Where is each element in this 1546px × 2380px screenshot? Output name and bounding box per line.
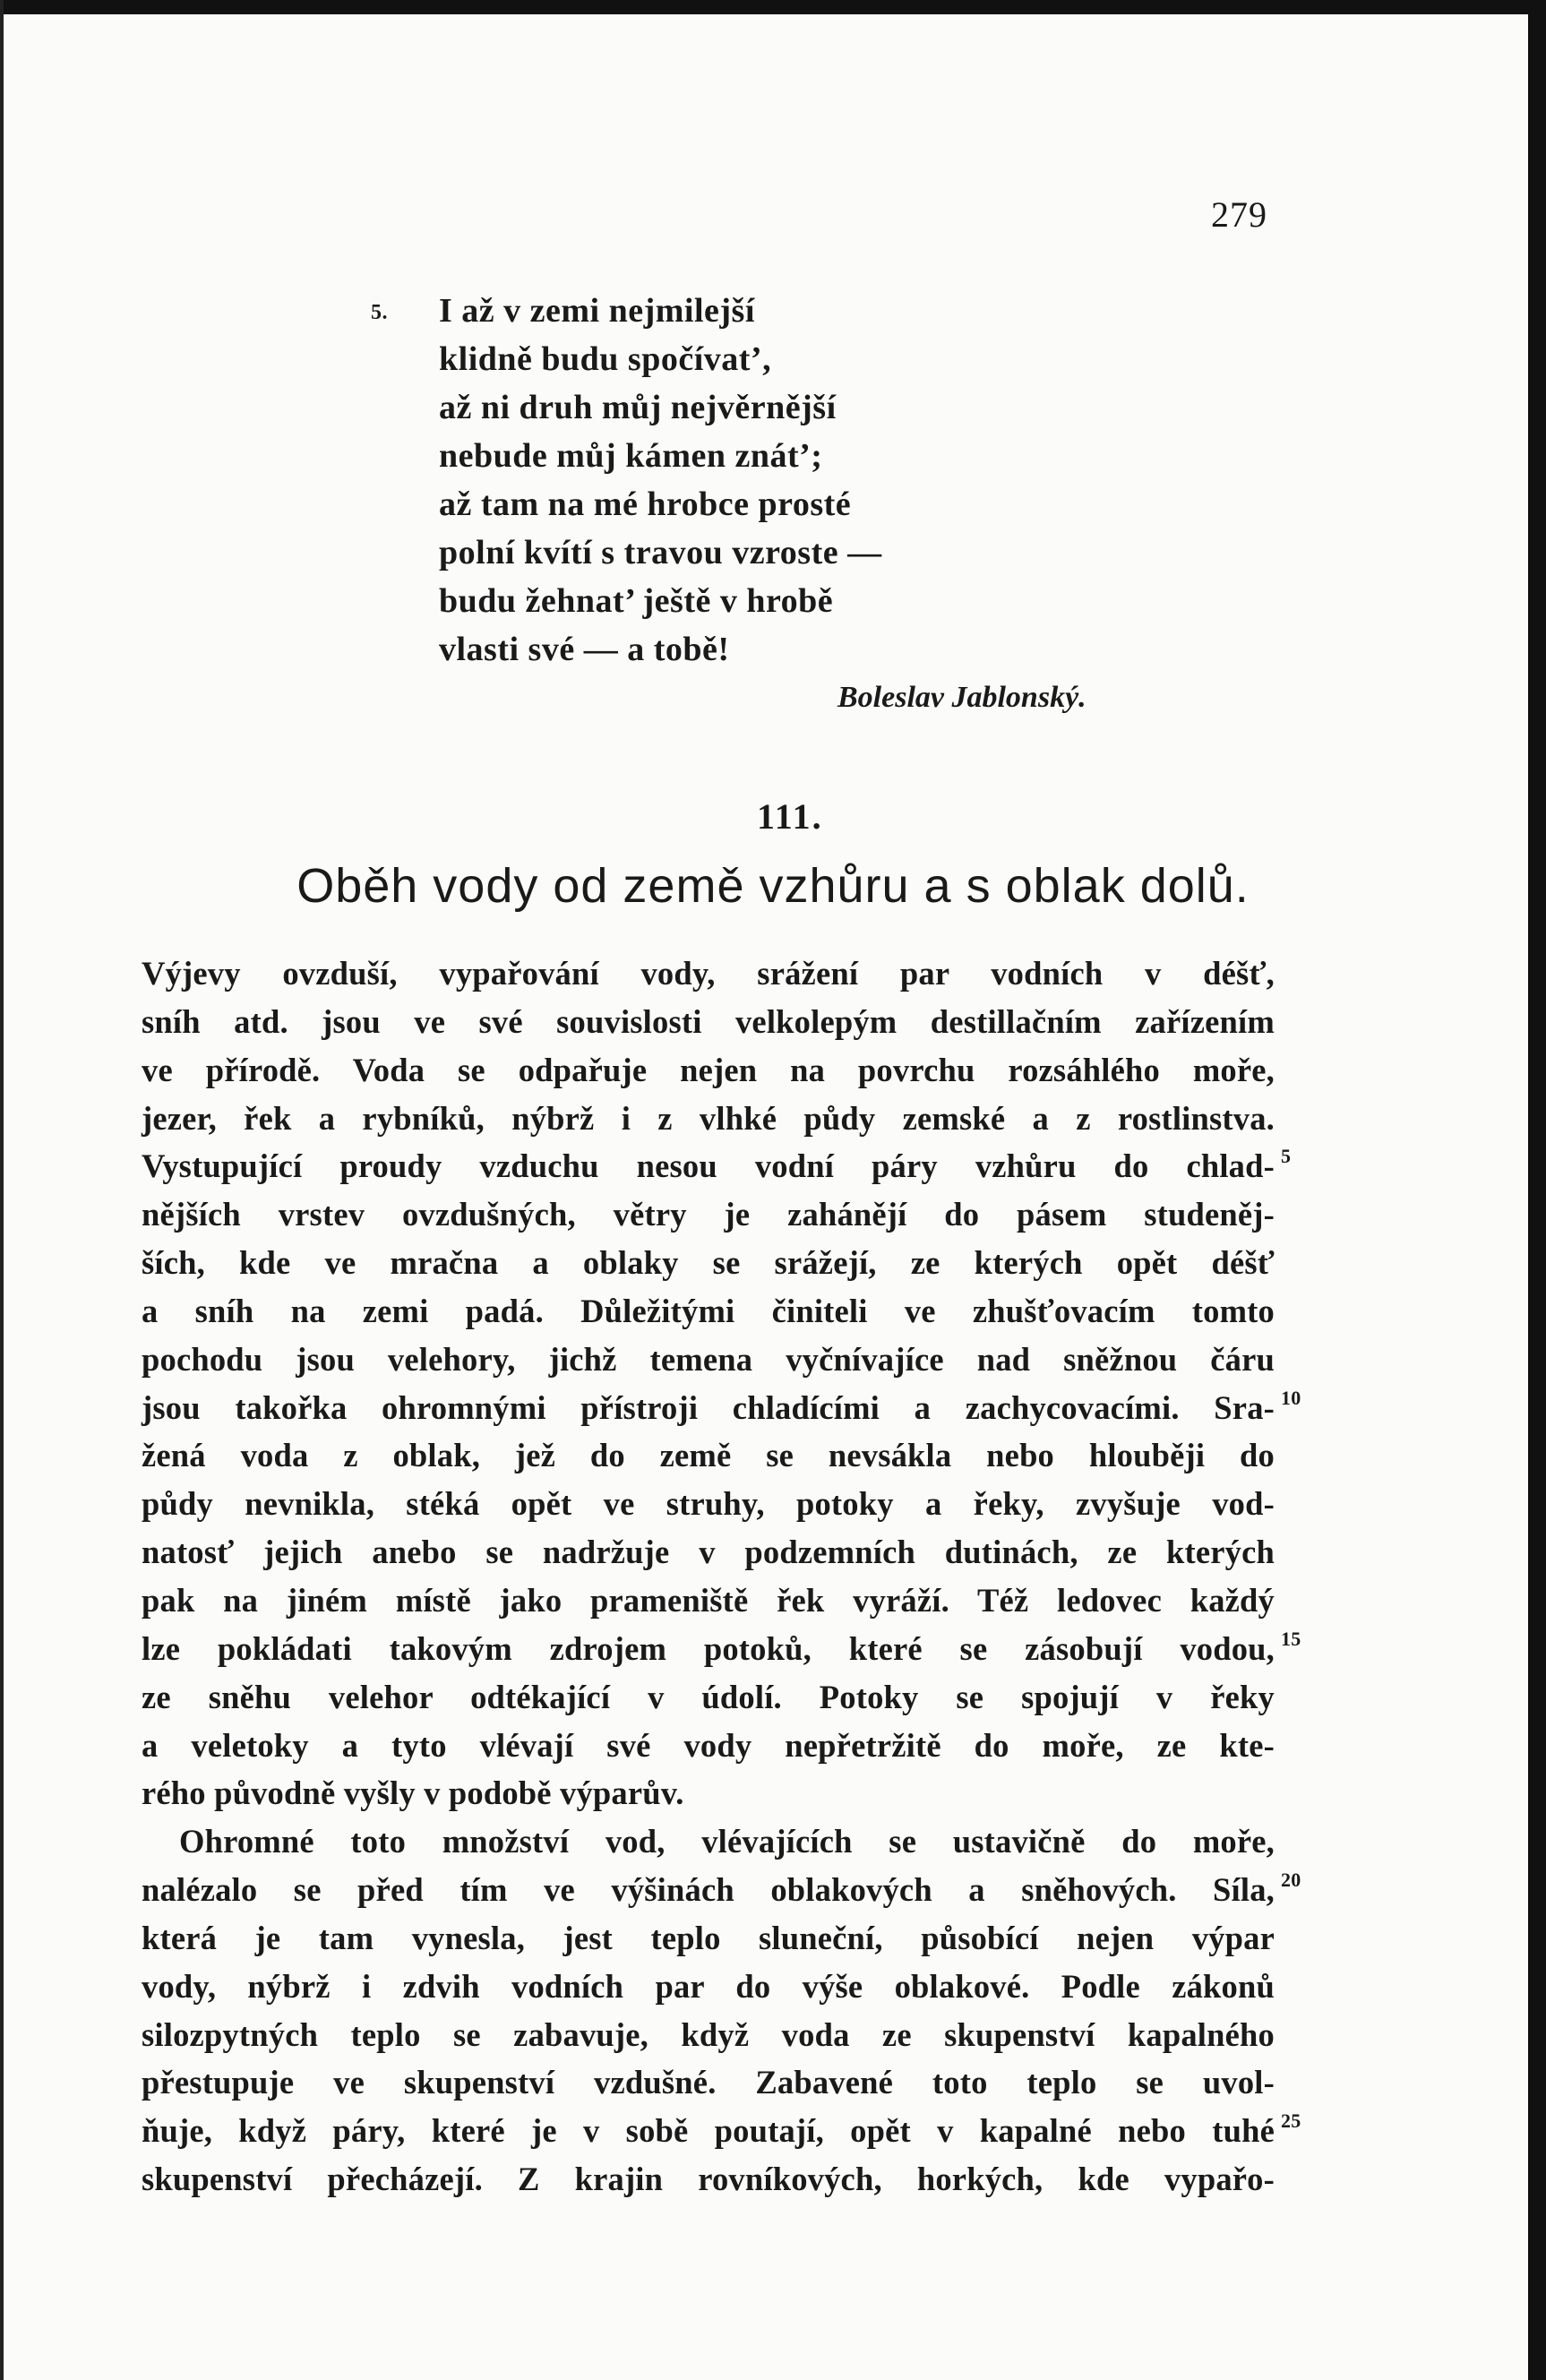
text-line [142, 998, 1275, 1046]
margin-line-number: 15 [1281, 1627, 1301, 1650]
text-line-content: sníh atd. jsou ve své souvislosti velkolepým destillačním zařízením [142, 1002, 1275, 1040]
poem-line [394, 528, 882, 577]
text-line-content: silozpytných teplo se zabavuje, když voda ze skupenství kapalného [142, 2015, 1275, 2053]
margin-line-number: 20 [1281, 1869, 1301, 1892]
text-line [142, 1480, 1275, 1528]
text-line [142, 1817, 1275, 1866]
text-line-content: ňuje, když páry, které je v sobě poutají, opět v kapalné nebo tuhé [142, 2112, 1275, 2150]
text-line [142, 1384, 1301, 1432]
section-number: 111. [757, 796, 823, 837]
text-line-content: přestupuje ve skupenství vzdušné. Zabavené toto teplo se uvol- [142, 2064, 1275, 2101]
text-line-content: Ohromné toto množství vod, vlévajících se ustavičně do moře, [179, 1823, 1275, 1860]
margin-line-number: 5 [1281, 1145, 1292, 1168]
text-line [142, 949, 1275, 998]
page-number: 279 [1211, 194, 1267, 235]
section-title: Oběh vody od země vzhůru a s oblak dolů. [296, 859, 1250, 913]
poem-line-text: až tam na mé hrobce prosté [439, 485, 852, 523]
text-line [142, 1528, 1275, 1577]
text-line [142, 1046, 1275, 1095]
margin-line-number: 10 [1281, 1386, 1301, 1409]
text-line-content: jsou takořka ohromnými přístroji chladícími a zachycovacími. Sra- [142, 1388, 1275, 1426]
text-line [142, 1625, 1301, 1673]
poem-line-text: klidně budu spočívat’, [439, 340, 772, 378]
text-line [142, 1577, 1275, 1625]
margin-line-number: 25 [1281, 2109, 1301, 2133]
text-line-content: rého původně vyšly v podobě výparův. [142, 1774, 684, 1812]
text-line-content: ve přírodě. Voda se odpařuje nejen na povrchu rozsáhlého moře, [142, 1051, 1275, 1088]
scan-border-right [1528, 0, 1546, 2380]
text-line [142, 1963, 1275, 2011]
text-line-content: Vystupující proudy vzduchu nesou vodní páry vzhůru do chlad- [142, 1147, 1275, 1185]
text-line-content: nalézalo se před tím ve výšinách oblakových a sněhových. Síla, [142, 1871, 1275, 1909]
text-line-content: a sníh na zemi padá. Důležitými činiteli ve zhušťovacím tomto [142, 1292, 1275, 1329]
text-line-content: půdy nevnikla, stéká opět ve struhy, potoky a řeky, zvyšuje vod- [142, 1485, 1275, 1523]
text-line-content: a veletoky a tyto vlévají své vody nepřetržitě do moře, ze kte- [142, 1726, 1275, 1764]
text-line-content: lze pokládati takovým zdrojem potoků, které se zásobují vodou, [142, 1629, 1275, 1667]
poem-author: Boleslav Jablonský. [837, 681, 1086, 714]
poem-line-text: nebude můj kámen znát’; [439, 437, 823, 475]
text-line [142, 2107, 1301, 2155]
poem-line [394, 335, 882, 383]
poem-line-text: budu žehnat’ ještě v hrobě [439, 582, 834, 620]
text-line-content: vody, nýbrž i zdvih vodních par do výše oblakové. Podle zákonů [142, 1967, 1275, 2005]
text-line [142, 2155, 1275, 2204]
text-line [142, 1866, 1301, 1914]
text-line-content: jezer, řek a rybníků, nýbrž i z vlhké půdy zemské a z rostlinstva. [142, 1099, 1275, 1137]
text-line-content: natosť jejich anebo se nadržuje v podzemních dutinách, ze kterých [142, 1534, 1275, 1571]
text-line [142, 1336, 1275, 1384]
text-line [142, 1722, 1275, 1770]
poem-line [394, 577, 882, 625]
poem-line [394, 480, 882, 528]
text-line [142, 1673, 1275, 1722]
text-line-content: žená voda z oblak, jež do země se nevsákla nebo hlouběji do [142, 1437, 1275, 1474]
stanza-number: 5. [371, 301, 388, 324]
poem-stanza [371, 287, 882, 674]
poem-line [394, 432, 882, 480]
text-line [142, 1142, 1292, 1190]
text-line-content: která je tam vynesla, jest teplo sluneční, působící nejen výpar [142, 1919, 1275, 1956]
text-line [142, 1239, 1275, 1287]
text-line-content: skupenství přecházejí. Z krajin rovníkových, horkých, kde vypařo- [142, 2161, 1275, 2198]
text-line-content: pak na jiném místě jako prameniště řek vyráží. Též ledovec každý [142, 1581, 1275, 1619]
poem-line-text: vlasti své — a tobě! [439, 631, 730, 668]
text-line [142, 1287, 1275, 1336]
text-line [142, 2011, 1275, 2059]
text-line [142, 2058, 1275, 2107]
scan-border-top [0, 0, 1546, 14]
text-line-content: Výjevy ovzduší, vypařování vody, srážení par vodních v déšť, [142, 955, 1275, 992]
text-line [142, 1769, 1275, 1817]
poem-line-text: až ni druh můj nejvěrnější [439, 389, 837, 426]
text-line [142, 1431, 1275, 1480]
text-line-content: ze sněhu velehor odtékající v údolí. Potoky se spojují v řeky [142, 1678, 1275, 1715]
poem-line-text: I až v zemi nejmilejší [439, 292, 755, 330]
text-line [142, 1190, 1275, 1239]
text-line [142, 1095, 1275, 1143]
text-line [142, 1914, 1275, 1963]
text-line-content: nějších vrstev ovzdušných, větry je zahánějí do pásem studeněj- [142, 1196, 1275, 1233]
poem-line-text: polní kvítí s travou vzroste — [439, 534, 882, 571]
text-line-content: pochodu jsou velehory, jichž temena vyčnívajíce nad sněžnou čáru [142, 1340, 1275, 1378]
body-text [142, 949, 1301, 2204]
poem-line [371, 287, 882, 335]
poem-line [394, 383, 882, 432]
poem-line [394, 625, 882, 674]
text-line-content: ších, kde ve mračna a oblaky se srážejí, ze kterých opět déšť [142, 1244, 1275, 1282]
scan-border-left [0, 0, 4, 2380]
